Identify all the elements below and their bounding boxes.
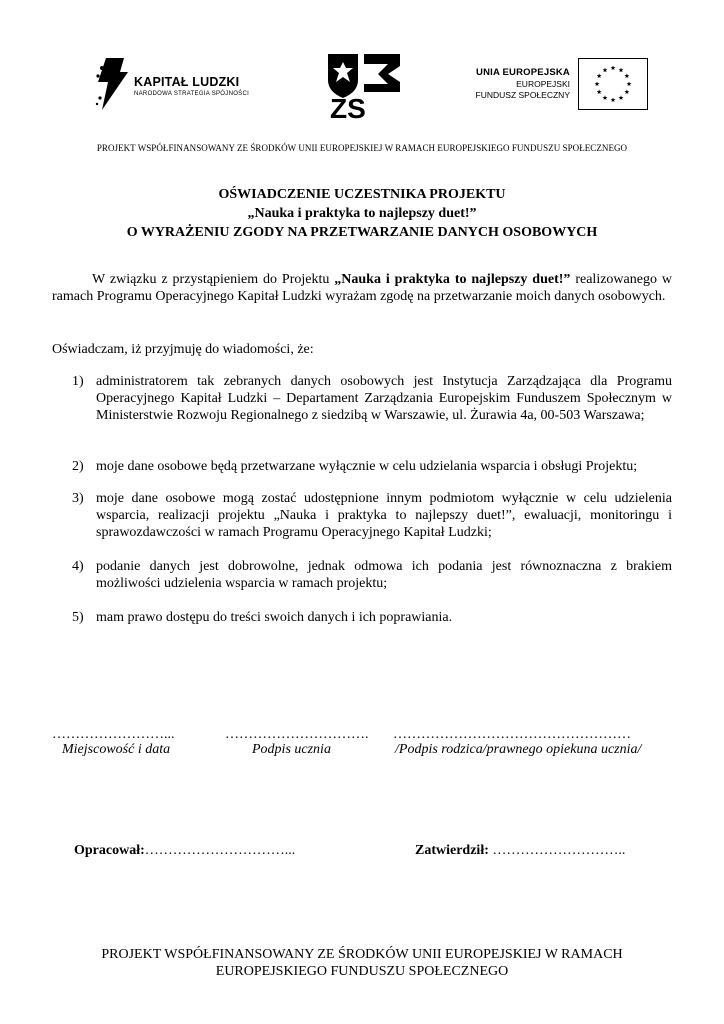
footer-line-2: EUROPEJSKIEGO FUNDUSZU SPOŁECZNEGO <box>215 964 509 979</box>
kapital-ludzki-logo <box>94 58 269 110</box>
prepared-by-line[interactable]: …………………………... <box>144 843 296 858</box>
list-item-number: 3) <box>72 491 84 506</box>
eu-flag-icon <box>578 58 648 110</box>
eu-logo <box>475 58 648 110</box>
list-item-text: mam prawo dostępu do treści swoich danych i ich poprawiania. <box>96 610 453 625</box>
title-line-2: „Nauka i praktyka to najlepszy duet!” <box>247 206 477 221</box>
list-item-number: 2) <box>72 459 84 474</box>
parent-signature-label: /Podpis rodzica/prawnego opiekuna ucznia/ <box>395 742 642 757</box>
place-date-label: Miejscowość i data <box>62 742 171 757</box>
cofinanced-note: PROJEKT WSPÓŁFINANSOWANY ZE ŚRODKÓW UNII EUROPEJSKIEJ W RAMACH EUROPEJSKIEGO FUNDUSZU SPOŁECZNEGO <box>96 143 628 153</box>
list-item-number: 4) <box>72 559 84 574</box>
intro-project-name: „Nauka i praktyka to najlepszy duet!” <box>334 272 571 287</box>
list-item-text: administratorem tak zebranych danych osobowych jest Instytucja Zarządzająca dla Programu Operacyjnego Kapitał Ludzki – Departament Zarządzania Europejskim Funduszem Społecznym w Ministerstwie Rozwoju Regionalnego z siedzibą w Warszawie, ul. Żurawia 4a, 00-503 Warszawa; <box>96 374 672 424</box>
list-item-number: 1) <box>72 374 84 389</box>
intro-paragraph <box>52 271 672 305</box>
prepared-by-label: Opracował: <box>74 843 145 858</box>
school-logo <box>326 52 404 120</box>
student-signature-line[interactable]: …………………………. <box>225 727 369 742</box>
parent-signature-line[interactable]: …………………………………………… <box>393 727 631 742</box>
prepared-by <box>74 843 295 859</box>
intro-after: realizowanego w ramach Programu Operacyjnego Kapitał Ludzki wyrażam zgodę na przetwarzanie moich danych osobowych. <box>52 272 672 305</box>
eu-logo-line1: UNIA EUROPEJSKA <box>476 67 570 78</box>
title-line-1: OŚWIADCZENIE UCZESTNIKA PROJEKTU <box>218 187 506 202</box>
declaration-intro: Oświadczam, iż przyjmuję do wiadomości, że: <box>52 342 314 357</box>
approved-by-label: Zatwierdził: <box>415 843 489 858</box>
list-item-text: moje dane osobowe mogą zostać udostępnione innym podmiotom wyłącznie w celu udzielenia wsparcia, realizacji projektu „Nauka i praktyka to najlepszy duet!”, ewaluacji, monitoringu i sprawozdawczości w ramach Programu Operacyjnego Kapitał Ludzki; <box>96 491 672 541</box>
eu-logo-line2: EUROPEJSKI <box>516 79 570 89</box>
footer-note <box>0 946 724 980</box>
approved-by-line[interactable]: ……………………….. <box>488 843 626 858</box>
place-date-line[interactable]: ……………………... <box>52 727 175 742</box>
eu-logo-line3: FUNDUSZ SPOŁECZNY <box>475 90 570 100</box>
list-item-number: 5) <box>72 610 84 625</box>
intro-before: W związku z przystąpieniem do Projektu <box>92 272 335 287</box>
kapital-ludzki-subtitle: NARODOWA STRATEGIA SPÓJNOŚCI <box>134 91 250 97</box>
approved-by <box>415 843 625 859</box>
school-emblem-icon <box>326 52 404 120</box>
list-item-text: podanie danych jest dobrowolne, jednak odmowa ich podania jest równoznaczna z brakiem możliwości udzielenia wsparcia w ramach projektu; <box>96 559 672 592</box>
kapital-ludzki-emblem-icon <box>94 58 130 110</box>
kapital-ludzki-title: KAPITAŁ LUDZKI <box>134 75 240 89</box>
title-line-3: O WYRAŻENIU ZGODY NA PRZETWARZANIE DANYCH OSOBOWYCH <box>126 225 598 240</box>
list-item-text: moje dane osobowe będą przetwarzane wyłącznie w celu udzielania wsparcia i obsługi Projektu; <box>96 459 638 474</box>
school-logo-text: ZS <box>330 93 366 120</box>
student-signature-label: Podpis ucznia <box>252 742 331 757</box>
footer-line-1: PROJEKT WSPÓŁFINANSOWANY ZE ŚRODKÓW UNII EUROPEJSKIEJ W RAMACH <box>101 947 623 962</box>
document-title <box>0 185 724 242</box>
